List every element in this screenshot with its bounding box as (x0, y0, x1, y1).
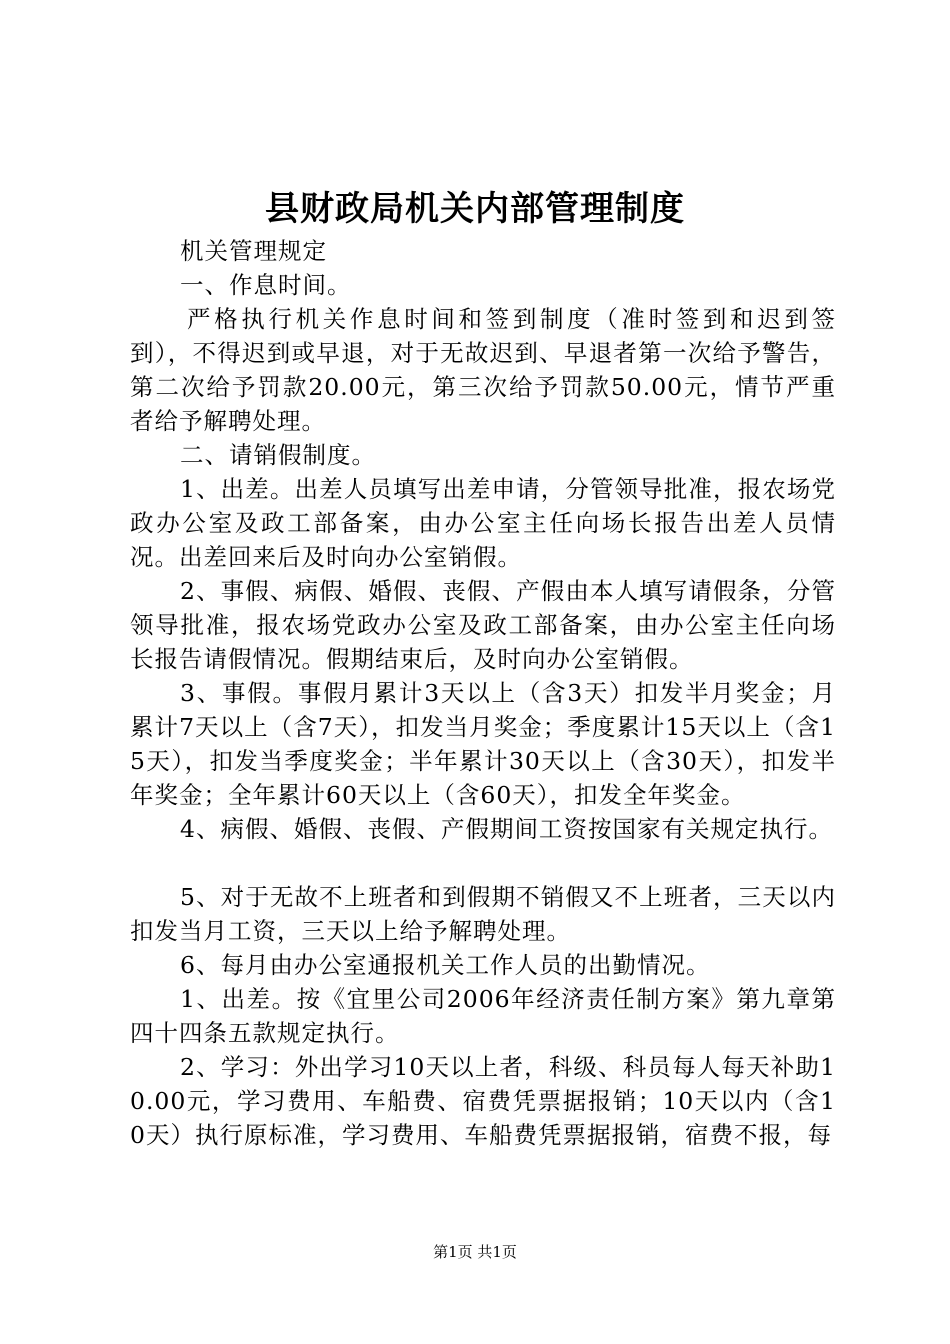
paragraph-personal-leave: 3、事假。事假月累计3天以上（含3天）扣发半月奖金；月累计7天以上（含7天），扣发当月奖金；季度累计15天以上（含15天），扣发当季度奖金；半年累计30天以上（含30天），扣发半年奖金；全年累计60天以上（含60天），扣发全年奖金。 (130, 679, 836, 809)
paragraph-trip-rules: 1、出差。按《宜里公司2006年经济责任制方案》第九章第四十四条五款规定执行。 (130, 985, 836, 1047)
paragraph-business-trip: 1、出差。出差人员填写出差申请，分管领导批准，报农场党政办公室及政工部备案，由办公室主任向场长报告出差人员情况。出差回来后及时向办公室销假。 (130, 475, 836, 571)
paragraph-gap (130, 846, 836, 880)
paragraph-leave-types: 2、事假、病假、婚假、丧假、产假由本人填写请假条，分管领导批准，报农场党政办公室及政工部备案，由办公室主任向场长报告请假情况。假期结束后，及时向办公室销假。 (130, 577, 836, 673)
section-heading-schedule: 一、作息时间。 (180, 271, 352, 299)
paragraph-schedule: 严格执行机关作息时间和签到制度（准时签到和迟到签到），不得迟到或早退，对于无故迟到、早退者第一次给予警告，第二次给予罚款20.00元，第三次给予罚款50.00元，情节严重者给予解聘处理。 (130, 305, 836, 435)
document-body (130, 234, 836, 1152)
paragraph-absence: 5、对于无故不上班者和到假期不销假又不上班者，三天以内扣发当月工资，三天以上给予解聘处理。 (130, 883, 836, 945)
section-heading-leave: 二、请销假制度。 (180, 441, 376, 469)
page-footer: 第1页 共1页 (433, 1243, 517, 1261)
paragraph-study-rules: 2、学习：外出学习10天以上者，科级、科员每人每天补助10.00元，学习费用、车船费、宿费凭票据报销；10天以内（含10天）执行原标准，学习费用、车船费凭票据报销，宿费不报，每 (130, 1053, 836, 1149)
paragraph-heading: 机关管理规定 (180, 237, 327, 265)
document-title: 县财政局机关内部管理制度 (265, 189, 685, 229)
paragraph-sick-leave: 4、病假、婚假、丧假、产假期间工资按国家有关规定执行。 (180, 815, 833, 843)
paragraph-attendance-report: 6、每月由办公室通报机关工作人员的出勤情况。 (180, 951, 711, 979)
